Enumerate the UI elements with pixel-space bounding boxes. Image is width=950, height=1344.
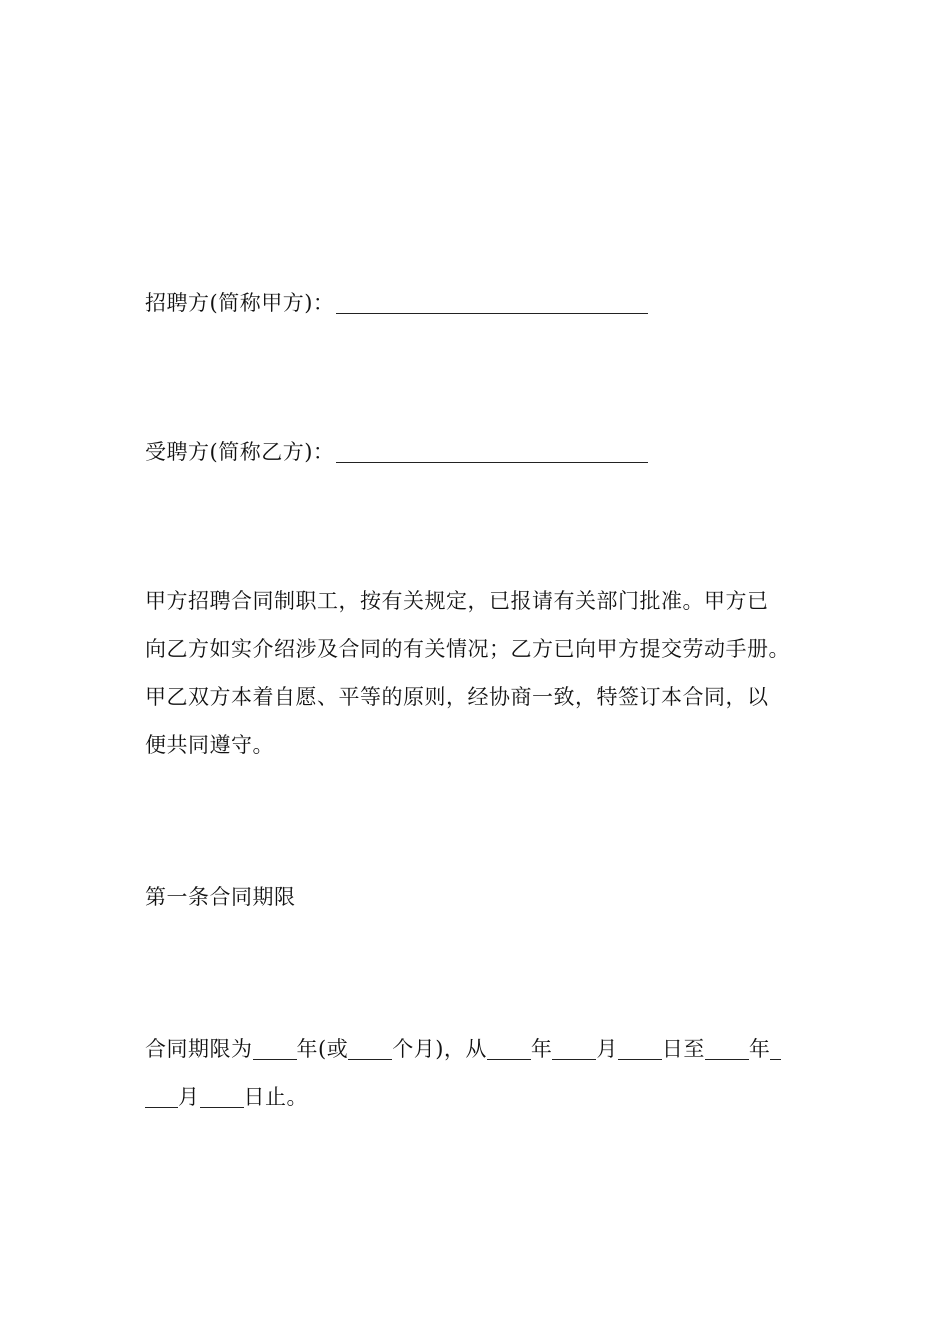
term-blank-years: [253, 1037, 297, 1060]
intro-line-4: 便共同遵守。: [145, 733, 274, 757]
term-blank-end-day: [200, 1085, 244, 1108]
term-text-9: 日止。: [243, 1085, 308, 1109]
intro-line-2: 向乙方如实介绍涉及合同的有关情况；乙方已向甲方提交劳动手册。: [145, 637, 790, 661]
term-text-1: 合同期限为: [145, 1037, 253, 1061]
intro-line-3: 甲乙双方本着自愿、平等的原则，经协商一致，特签订本合同，以: [145, 685, 769, 709]
term-line-2: [145, 1073, 825, 1121]
term-blank-end-month-a: [770, 1037, 781, 1060]
party-b-line: [145, 434, 825, 470]
term-blank-start-year: [487, 1037, 531, 1060]
intro-paragraph: [145, 577, 825, 769]
article-1-heading: 第一条合同期限: [145, 885, 296, 909]
term-text-7: 年: [748, 1037, 771, 1061]
term-text-4: 年: [530, 1037, 553, 1061]
term-text-2: 年(或: [296, 1037, 349, 1061]
term-blank-end-month-b: [145, 1085, 178, 1108]
intro-line-1: 甲方招聘合同制职工，按有关规定，已报请有关部门批准。甲方已: [145, 589, 769, 613]
term-text-5: 月: [596, 1037, 618, 1061]
term-text-8: 月: [178, 1085, 200, 1109]
party-a-line: [145, 285, 825, 321]
party-a-blank: [336, 291, 648, 314]
term-text-6: 日至: [661, 1037, 705, 1061]
term-line-1: [145, 1025, 825, 1073]
term-text-3: 个月)，从: [392, 1037, 487, 1061]
article-1-term: [145, 1025, 825, 1121]
term-blank-months: [348, 1037, 392, 1060]
party-b-blank: [336, 440, 648, 463]
party-b-label: 受聘方(简称乙方)：: [145, 440, 335, 464]
term-blank-start-month: [552, 1037, 596, 1060]
term-blank-end-year: [705, 1037, 749, 1060]
term-blank-start-day: [618, 1037, 662, 1060]
party-a-label: 招聘方(简称甲方)：: [145, 291, 335, 315]
